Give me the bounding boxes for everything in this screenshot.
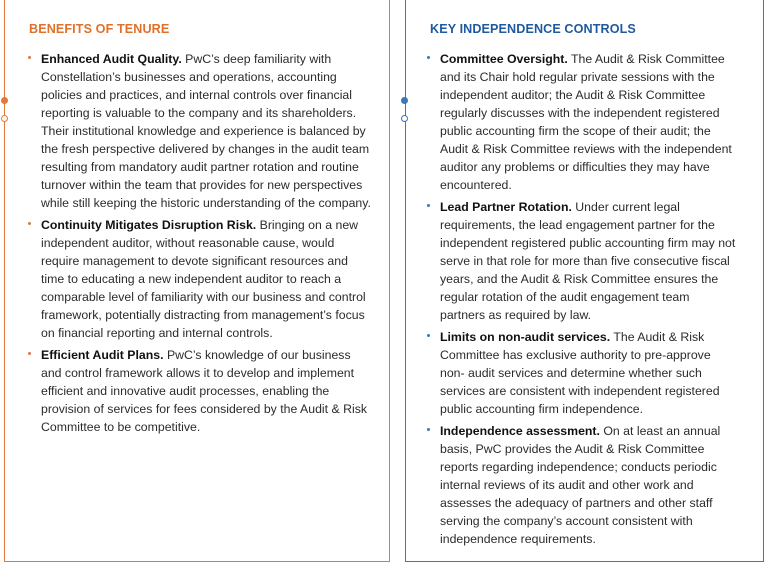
control-item-partner-rotation: [424, 198, 736, 324]
bullet-icon: [427, 204, 430, 207]
benefit-heading: Efficient Audit Plans.: [41, 348, 164, 362]
benefit-text: PwC’s knowledge of our business and control framework allows it to develop and implement efficient and innovative audit processes, enabling the provision of services for fees considered by the Audit & Risk Committee to be competitive.: [41, 348, 368, 434]
control-item-non-audit-limits: [424, 328, 736, 418]
controls-panel: [405, 0, 764, 562]
benefit-item-continuity: [25, 216, 371, 342]
ring-dot-icon: [1, 115, 8, 122]
control-heading: Independence assessment.: [440, 424, 600, 438]
benefit-text: Bringing on a new independent auditor, without reasonable cause, would require management to devote significant resources and time to educating a new independent auditor to reach a comparable level of familiarity with our business and control framework, potentially distracting from management’s focus on financial reporting and internal controls.: [41, 218, 366, 340]
ring-dot-icon: [401, 115, 408, 122]
control-text: Under current legal requirements, the lead engagement partner for the independent registered public accounting firm may not serve in that role for more than five consecutive fiscal years, and the Audit & Risk Committee ensures the regular rotation of the audit engagement team partners as required by law.: [440, 200, 736, 322]
control-heading: Lead Partner Rotation.: [440, 200, 572, 214]
benefits-panel: [4, 0, 390, 562]
bullet-icon: [28, 352, 31, 355]
filled-dot-icon: [401, 97, 408, 104]
benefit-heading: Enhanced Audit Quality.: [41, 52, 182, 66]
controls-list: [424, 50, 736, 552]
control-text: The Audit & Risk Committee has exclusive authority to pre-approve non- audit services and determine whether such services are consistent with independent registered public accounting firm independence.: [440, 330, 720, 416]
control-text: On at least an annual basis, PwC provides the Audit & Risk Committee reports regarding independence; conducts periodic internal reviews of its audit and other work and assesses the adequacy of partners and other staff serving the company’s account consistent with independence requirements.: [440, 424, 721, 546]
control-text: The Audit & Risk Committee and its Chair hold regular private sessions with the independent auditor; the Audit & Risk Committee regularly discusses with the independent registered public accounting firm the scope of their audit; the Audit & Risk Committee reviews with the independent auditor any problems or difficulties they may have encountered.: [440, 52, 732, 192]
bullet-icon: [427, 334, 430, 337]
benefit-heading: Continuity Mitigates Disruption Risk.: [41, 218, 257, 232]
bullet-icon: [427, 428, 430, 431]
control-item-committee-oversight: [424, 50, 736, 194]
benefit-text: PwC’s deep familiarity with Constellation’s businesses and operations, accounting policies and practices, and internal controls over financial reporting is valuable to the company and its shareholders. Their institutional knowledge and experience is balanced by the fresh perspective delivered by changes in the audit team resulting from mandatory audit partner rotation and routine turnover within the team that provides for new perspectives while still keeping the historic understanding of the company.: [41, 52, 371, 210]
benefits-list: [25, 50, 371, 440]
controls-title: KEY INDEPENDENCE CONTROLS: [430, 22, 636, 36]
control-item-independence-assessment: [424, 422, 736, 548]
benefits-title: BENEFITS OF TENURE: [29, 22, 170, 36]
bullet-icon: [28, 222, 31, 225]
bullet-icon: [28, 56, 31, 59]
filled-dot-icon: [1, 97, 8, 104]
control-heading: Limits on non-audit services.: [440, 330, 611, 344]
bullet-icon: [427, 56, 430, 59]
benefit-item-audit-quality: [25, 50, 371, 212]
benefit-item-efficient-plans: [25, 346, 371, 436]
control-heading: Committee Oversight.: [440, 52, 568, 66]
